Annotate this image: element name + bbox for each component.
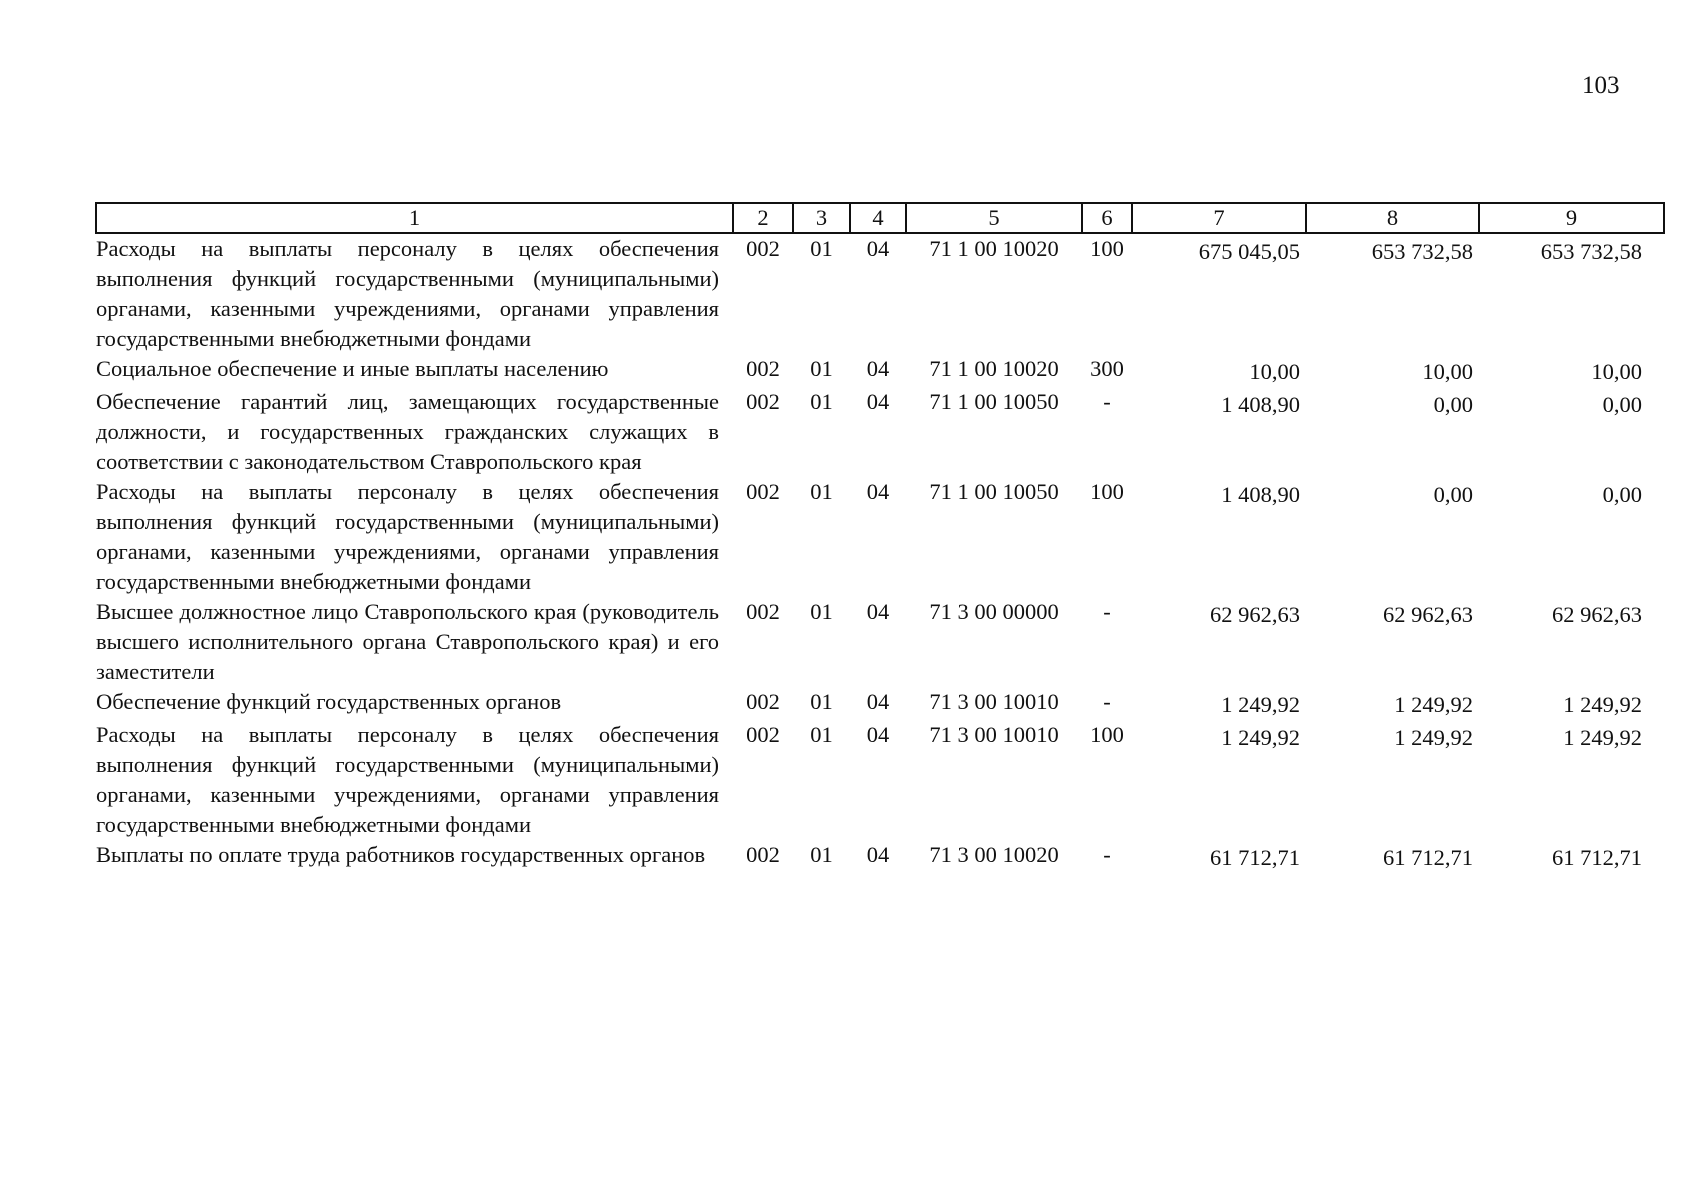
target-article-cell: 71 3 00 00000 — [929, 599, 1059, 624]
column-header: 8 — [1306, 203, 1479, 233]
section-code-cell: 01 — [810, 236, 833, 261]
amount-column-8-cell: 62 962,63 — [1383, 602, 1473, 627]
section-code-cell: 01 — [810, 356, 833, 381]
section-code-cell: 01 — [810, 722, 833, 747]
amount-column-7-cell: 675 045,05 — [1198, 239, 1300, 264]
column-header: 1 — [96, 203, 733, 233]
amount-column-8-cell: 0,00 — [1433, 482, 1473, 507]
ministry-code-cell: 002 — [746, 236, 780, 261]
amount-column-7-cell: 62 962,63 — [1210, 602, 1300, 627]
target-article-cell: 71 1 00 10050 — [929, 479, 1059, 504]
target-article-cell: 71 3 00 10010 — [929, 722, 1059, 747]
column-header: 5 — [906, 203, 1082, 233]
table-row — [96, 233, 1664, 354]
subsection-code-cell: 04 — [866, 599, 890, 624]
amount-column-8-cell: 0,00 — [1433, 392, 1473, 417]
ministry-code-cell: 002 — [746, 479, 780, 504]
column-header: 3 — [793, 203, 850, 233]
amount-column-8-cell: 10,00 — [1422, 359, 1473, 384]
expense-name-cell: Выплаты по оплате труда работников государственных органов — [96, 842, 706, 867]
table-row — [96, 477, 1664, 597]
budget-table — [95, 202, 1665, 873]
amount-column-7-cell: 10,00 — [1249, 359, 1300, 384]
expense-type-cell: - — [1103, 389, 1111, 414]
amount-column-9-cell: 0,00 — [1602, 482, 1642, 507]
column-header: 2 — [733, 203, 793, 233]
table-row — [96, 597, 1664, 687]
expense-name-cell: Обеспечение гарантий лиц, замещающих государственные должности, и государственных гражданских служащих в соответствии с законодательством Ставропольского края — [96, 389, 719, 474]
expense-name-cell: Социальное обеспечение и иные выплаты населению — [96, 356, 609, 381]
expense-type-cell: 100 — [1090, 722, 1124, 747]
expense-name-cell: Высшее должностное лицо Ставропольского края (руководитель высшего исполнительного органа Ставропольского края) и его заместители — [96, 599, 719, 684]
column-header: 6 — [1082, 203, 1132, 233]
subsection-code-cell: 04 — [866, 842, 890, 867]
amount-column-8-cell: 1 249,92 — [1394, 725, 1473, 750]
amount-column-9-cell: 0,00 — [1602, 392, 1642, 417]
amount-column-9-cell: 61 712,71 — [1552, 845, 1642, 870]
target-article-cell: 71 3 00 10020 — [929, 842, 1059, 867]
amount-column-7-cell: 1 408,90 — [1221, 392, 1300, 417]
section-code-cell: 01 — [810, 479, 833, 504]
table-header — [96, 203, 1664, 233]
ministry-code-cell: 002 — [746, 356, 780, 381]
ministry-code-cell: 002 — [746, 722, 780, 747]
section-code-cell: 01 — [810, 599, 833, 624]
expense-type-cell: 100 — [1090, 479, 1124, 504]
section-code-cell: 01 — [810, 389, 833, 414]
column-number-row — [96, 203, 1664, 233]
amount-column-7-cell: 61 712,71 — [1210, 845, 1300, 870]
amount-column-9-cell: 1 249,92 — [1563, 692, 1642, 717]
subsection-code-cell: 04 — [866, 722, 890, 747]
table-row — [96, 720, 1664, 840]
table-row — [96, 354, 1664, 387]
amount-column-8-cell: 1 249,92 — [1394, 692, 1473, 717]
amount-column-8-cell: 61 712,71 — [1383, 845, 1473, 870]
page-number: 103 — [1582, 72, 1620, 99]
ministry-code-cell: 002 — [746, 842, 780, 867]
section-code-cell: 01 — [810, 842, 833, 867]
expense-type-cell: - — [1103, 689, 1111, 714]
table-row — [96, 687, 1664, 720]
ministry-code-cell: 002 — [746, 389, 780, 414]
expense-type-cell: 300 — [1090, 356, 1124, 381]
target-article-cell: 71 1 00 10050 — [929, 389, 1059, 414]
table-body — [96, 233, 1664, 873]
expense-type-cell: - — [1103, 842, 1111, 867]
table-row — [96, 387, 1664, 477]
amount-column-7-cell: 1 249,92 — [1221, 692, 1300, 717]
subsection-code-cell: 04 — [866, 479, 890, 504]
target-article-cell: 71 3 00 10010 — [929, 689, 1059, 714]
amount-column-9-cell: 1 249,92 — [1563, 725, 1642, 750]
amount-column-7-cell: 1 408,90 — [1221, 482, 1300, 507]
expense-name-cell: Расходы на выплаты персоналу в целях обеспечения выполнения функций государственными (муниципальными) органами, казенными учреждениями, органами управления государственными внебюджетными фондами — [96, 722, 719, 837]
amount-column-9-cell: 10,00 — [1591, 359, 1642, 384]
amount-column-9-cell: 62 962,63 — [1552, 602, 1642, 627]
target-article-cell: 71 1 00 10020 — [929, 236, 1059, 261]
subsection-code-cell: 04 — [866, 236, 890, 261]
amount-column-9-cell: 653 732,58 — [1540, 239, 1642, 264]
column-header: 7 — [1132, 203, 1306, 233]
amount-column-8-cell: 653 732,58 — [1371, 239, 1473, 264]
subsection-code-cell: 04 — [866, 689, 890, 714]
table-row — [96, 840, 1664, 873]
column-header: 9 — [1479, 203, 1664, 233]
ministry-code-cell: 002 — [746, 599, 780, 624]
target-article-cell: 71 1 00 10020 — [929, 356, 1059, 381]
expense-type-cell: 100 — [1090, 236, 1124, 261]
expense-name-cell: Расходы на выплаты персоналу в целях обеспечения выполнения функций государственными (муниципальными) органами, казенными учреждениями, органами управления государственными внебюджетными фондами — [96, 479, 719, 594]
ministry-code-cell: 002 — [746, 689, 780, 714]
subsection-code-cell: 04 — [866, 389, 890, 414]
subsection-code-cell: 04 — [866, 356, 890, 381]
section-code-cell: 01 — [810, 689, 833, 714]
amount-column-7-cell: 1 249,92 — [1221, 725, 1300, 750]
budget-table-container — [95, 202, 1663, 873]
expense-type-cell: - — [1103, 599, 1111, 624]
expense-name-cell: Обеспечение функций государственных органов — [96, 689, 562, 714]
expense-name-cell: Расходы на выплаты персоналу в целях обеспечения выполнения функций государственными (муниципальными) органами, казенными учреждениями, органами управления государственными внебюджетными фондами — [96, 236, 719, 351]
column-header: 4 — [850, 203, 906, 233]
